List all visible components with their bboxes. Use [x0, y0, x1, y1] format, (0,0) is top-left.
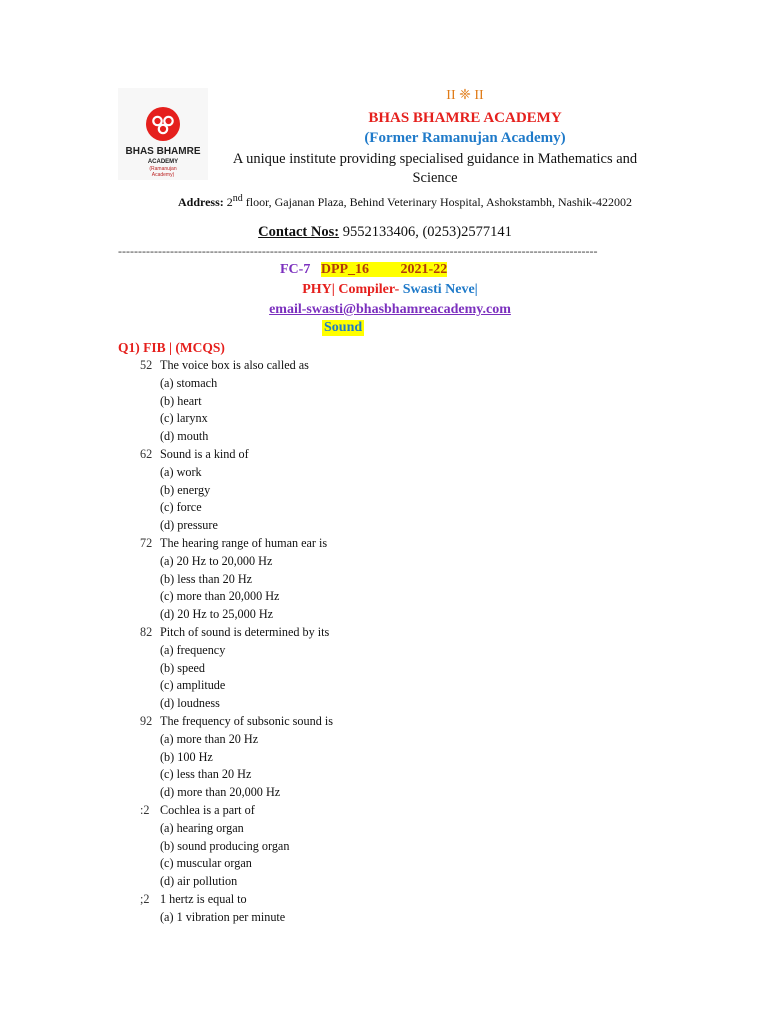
fc-code: FC-7: [280, 262, 311, 277]
question-text: 1 hertz is equal to: [160, 891, 247, 906]
question-list: [118, 357, 618, 927]
dpp-code-line: [280, 262, 540, 278]
answer-option: (c) force: [160, 500, 202, 515]
question-number: 62: [140, 446, 153, 461]
answer-option: (d) pressure: [160, 518, 218, 533]
answer-option: (d) mouth: [160, 429, 209, 444]
tagline: A unique institute providing specialised guidance in Mathematics and Science: [232, 151, 638, 186]
answer-option: (c) muscular organ: [160, 856, 252, 871]
dpp-number: DPP_16: [320, 262, 370, 277]
answer-option: (c) amplitude: [160, 678, 226, 693]
contact-label: Contact Nos:: [258, 224, 340, 240]
question-text: The voice box is also called as: [160, 358, 309, 372]
answer-option: (d) loudness: [160, 696, 220, 711]
academy-logo: [118, 88, 208, 180]
question-row: [118, 713, 618, 731]
topic-title: Sound: [324, 320, 363, 335]
question-row: [118, 624, 618, 642]
question-text: Pitch of sound is determined by its: [160, 624, 330, 639]
answer-option: (b) speed: [160, 660, 206, 675]
logo-text-academy: ACADEMY: [147, 159, 179, 165]
question-number: 52: [140, 358, 153, 372]
logo-text-name: BHAS BHAMRE: [125, 146, 201, 157]
answer-option: (a) 20 Hz to 20,000 Hz: [160, 553, 273, 568]
answer-option: (d) more than 20,000 Hz: [160, 785, 281, 800]
contact-numbers: Contact Nos: 9552133406, (0253)2577141: [258, 224, 512, 240]
question-text: The frequency of subsonic sound is: [160, 713, 333, 728]
question-row: [118, 891, 618, 909]
question-number: ;2: [140, 891, 150, 906]
answer-option: (a) more than 20 Hz: [160, 731, 259, 746]
answer-option: (a) stomach: [160, 375, 218, 390]
logo-infinity-icon: [145, 106, 181, 142]
answer-option: (b) sound producing organ: [160, 838, 290, 853]
answer-option: (c) less than 20 Hz: [160, 767, 252, 782]
logo-text-former: (Ramanujan Academy): [149, 166, 177, 178]
question-number: 92: [140, 713, 153, 728]
divider-rule: ------------------------------------------------------------------------------------------------------------------------: [118, 244, 598, 258]
answer-option: (a) hearing organ: [160, 820, 244, 835]
answer-option: (a) frequency: [160, 642, 226, 657]
compiler-email-link[interactable]: email-swasti@bhasbhamreacademy.com: [269, 302, 511, 317]
answer-option: (d) 20 Hz to 25,000 Hz: [160, 607, 274, 622]
question-row: [118, 802, 618, 820]
question-row: [118, 535, 618, 553]
answer-option: (c) larynx: [160, 411, 208, 426]
subject-compiler: PHY| Compiler- Swasti Neve|: [302, 282, 478, 297]
question-text: The hearing range of human ear is: [160, 535, 328, 550]
invocation-symbol: II ❈ II: [446, 88, 484, 103]
former-name: (Former Ramanujan Academy): [364, 130, 566, 146]
academic-year: 2021-22: [400, 262, 448, 277]
question-row: [118, 357, 618, 375]
question-number: :2: [140, 802, 150, 817]
academy-name: BHAS BHAMRE ACADEMY: [368, 110, 562, 126]
address-label: Address:: [177, 195, 224, 209]
address: Address: 2nd floor, Gajanan Plaza, Behind Veterinary Hospital, Ashokstambh, Nashik-422002: [177, 193, 633, 209]
question-text: Sound is a kind of: [160, 446, 249, 461]
answer-option: (a) work: [160, 464, 202, 479]
question-row: [118, 446, 618, 464]
section-title: Q1) FIB | (MCQS): [118, 340, 225, 355]
answer-option: (d) air pollution: [160, 874, 238, 889]
answer-option: (b) energy: [160, 482, 211, 497]
answer-option: (a) 1 vibration per minute: [160, 909, 286, 924]
answer-option: (c) more than 20,000 Hz: [160, 589, 280, 604]
answer-option: (b) 100 Hz: [160, 749, 213, 764]
question-number: 72: [140, 535, 153, 550]
question-number: 82: [140, 624, 153, 639]
answer-option: (b) less than 20 Hz: [160, 571, 253, 586]
answer-option: (b) heart: [160, 393, 202, 408]
question-text: Cochlea is a part of: [160, 802, 255, 817]
